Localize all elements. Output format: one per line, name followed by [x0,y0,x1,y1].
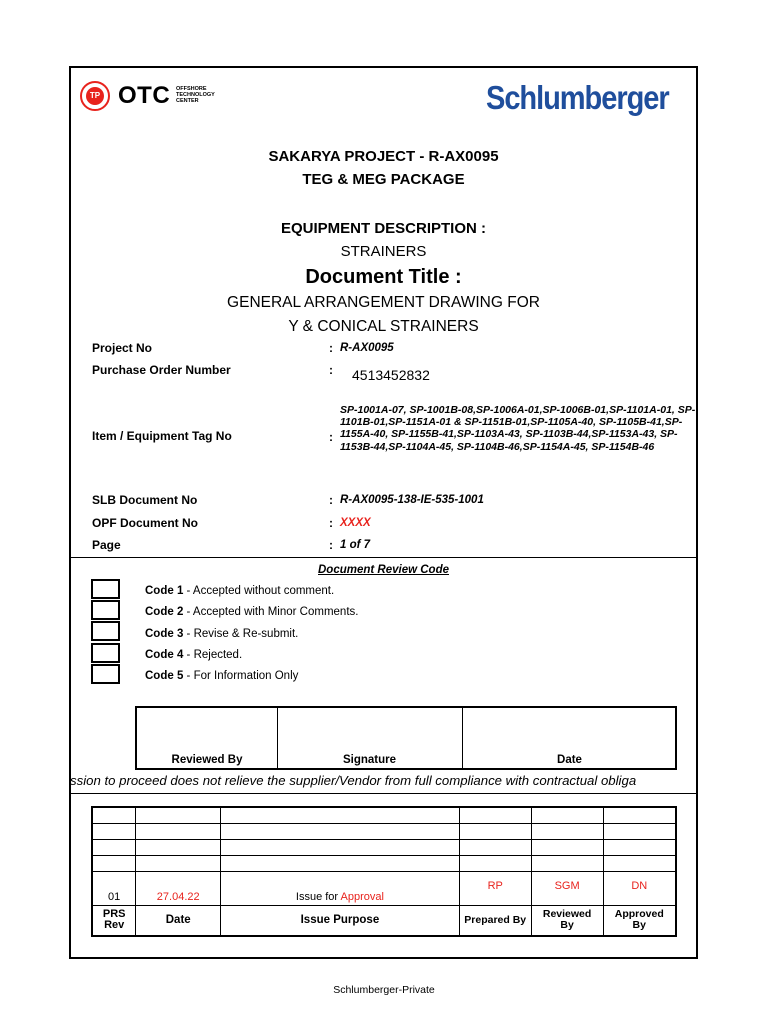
rev-approved: DN [603,872,676,906]
field-tag-no-label: Item / Equipment Tag No [92,429,232,443]
field-project-no-label: Project No [92,341,153,355]
header-date: Date [136,906,221,936]
table-row [92,807,676,824]
field-project-no-value: R-AX0095 [340,342,394,354]
review-checkbox-4[interactable] [91,643,120,663]
header-prepared-by: Prepared By [459,906,531,936]
field-page-value: 1 of 7 [340,539,371,551]
signature-table [135,706,677,770]
field-slb-doc-value: R-AX0095-138-IE-535-1001 [340,494,484,506]
table-row [92,824,676,840]
rev-prepared: RP [459,872,531,906]
disclaimer-text: ssion to proceed does not relieve the supplier/Vendor from full compliance with contractual obliga [70,773,637,788]
disclaimer-clip [69,773,698,791]
schlumberger-logo: Schlumberger [486,79,669,116]
header-reviewed-by: Reviewed By [531,906,603,936]
header-issue-purpose: Issue Purpose [221,906,460,936]
field-opf-doc-label: OPF Document No [92,516,199,530]
sign-header-signature: Signature [342,754,397,766]
project-line: SAKARYA PROJECT - R-AX0095 [268,148,499,165]
section-divider [69,557,698,558]
colon: : [329,538,333,552]
doc-title-line2: Y & CONICAL STRAINERS [288,318,479,335]
review-checkbox-3[interactable] [91,621,120,641]
colon: : [329,430,333,444]
review-code-5: Code 5 - For Information Only [145,670,299,682]
otc-badge-icon [80,81,110,111]
colon: : [329,341,333,355]
revision-header-row [92,906,676,936]
doc-title-line1: GENERAL ARRANGEMENT DRAWING FOR [227,294,540,311]
review-title: Document Review Code [318,564,449,576]
package-line: TEG & MEG PACKAGE [302,171,465,188]
field-po-number-label: Purchase Order Number [92,363,231,377]
otc-subtitle: OFFSHORE TECHNOLOGY CENTER [176,86,215,104]
rev-date: 27.04.22 [136,872,221,906]
review-code-4: Code 4 - Rejected. [145,649,243,661]
revision-table [91,806,677,937]
field-opf-doc-value: XXXX [340,517,371,529]
review-checkbox-2[interactable] [91,600,120,620]
otc-badge-text: TP [86,87,104,105]
section-divider [69,793,698,794]
sign-header-date: Date [557,754,582,766]
table-row [92,856,676,872]
field-po-number-value: 4513452832 [352,367,430,383]
header-prs-rev: PRS Rev [92,906,136,936]
colon: : [329,363,333,377]
field-page-label: Page [92,538,121,552]
otc-name: OTC [118,82,171,109]
equipment-value: STRAINERS [340,243,427,260]
review-checkbox-5[interactable] [91,664,120,684]
colon: : [329,493,333,507]
review-code-3: Code 3 - Revise & Re-submit. [145,628,299,640]
field-tag-no-value: SP-1001A-07, SP-1001B-08,SP-1006A-01,SP-1006B-01,SP-1101A-01, SP-1101B-01,SP-1151A-01 & SP-1151B-01,SP-1105A-40, SP-1105B-41,SP-1155A-40, SP-1155B-41,SP-1103A-43, SP-1103B-44,SP-1153A-43, SP-1153B-44,SP-1104A-45, SP-1104B-46,SP-1154A-45, SP-1154B-46 [340,404,696,453]
colon: : [329,516,333,530]
sign-header-reviewed-by: Reviewed By [171,754,243,766]
field-slb-doc-label: SLB Document No [92,493,198,507]
revision-row-01 [92,872,676,906]
otc-logo [80,80,230,112]
rev-reviewed: SGM [531,872,603,906]
table-row [92,840,676,856]
doc-title-label: Document Title : [305,266,462,288]
rev-purpose: Issue for Approval [221,872,460,906]
rev-number: 01 [92,872,136,906]
footer-classification: Schlumberger-Private [333,984,435,996]
equipment-label: EQUIPMENT DESCRIPTION : [280,220,486,237]
header-approved-by: Approved By [603,906,676,936]
review-code-2: Code 2 - Accepted with Minor Comments. [145,606,359,618]
review-code-1: Code 1 - Accepted without comment. [145,585,335,597]
review-checkbox-1[interactable] [91,579,120,599]
